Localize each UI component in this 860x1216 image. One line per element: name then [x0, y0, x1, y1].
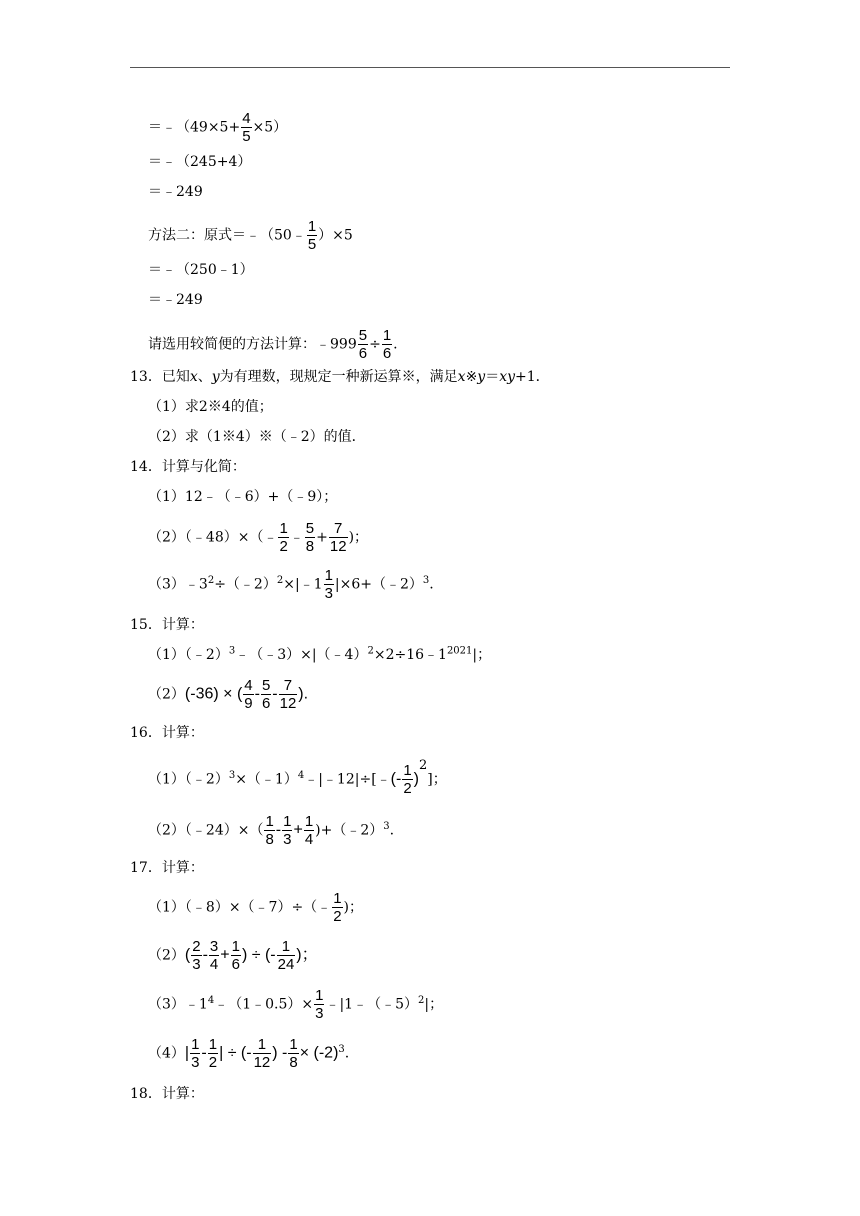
fraction: $\frac{1}{2}$ — [333, 890, 342, 925]
question-18-title: 18．计算： — [130, 1086, 204, 1102]
method2-intro: 方法二：原式＝﹣（50﹣ $\frac{1}{5}$ ）×5 — [148, 218, 353, 253]
q17-sub3: $(3)﹣1^4﹣(1﹣0.5)\times$ $\frac{1}{3}$ ﹣|1﹣（﹣5）$^2$|； — [148, 987, 444, 1022]
q15-sub1: $(1)(﹣2)^3﹣(﹣3)\times|(﹣4)^2\times 2\div 16﹣1^{2021}|$； — [148, 645, 492, 663]
fraction: $\frac{5}{6}$ — [261, 677, 271, 712]
fraction: $\frac{1}{2}$ — [403, 762, 412, 797]
fraction: $\frac{1}{2}$ — [279, 520, 288, 555]
fraction: $\frac{2}{3}$ — [192, 938, 201, 973]
q17-sub2: （2）( $\frac{2}{3}$ - $\frac{3}{4}$ + $\frac{1}{6}$ ) ÷ (- $\frac{1}{24}$ )； — [148, 938, 318, 973]
q13-sub1: （1）求2※4的值； — [148, 399, 273, 415]
method1-step2: ＝﹣（245+4） — [148, 154, 252, 170]
fraction: $\frac{7}{12}$ — [329, 520, 347, 555]
fraction: $\frac{1}{4}$ — [304, 813, 314, 848]
q14-sub2: （2）（﹣48）×（﹣ $\frac{1}{2}$ ﹣ $\frac{5}{8}$ + $\frac{7}{12}$ )； — [148, 520, 369, 555]
question-13: 13．已知x、y为有理数，现规定一种新运算※，满足x※y＝xy+1． — [130, 369, 550, 385]
method2-step3: ＝﹣249 — [148, 292, 203, 308]
fraction: $\frac{1}{8}$ — [265, 813, 274, 848]
fraction: $\frac{1}{8}$ — [289, 1036, 298, 1071]
method1-step1: ＝﹣（49×5+ $\frac{4}{5}$ ×5） — [148, 110, 288, 145]
fraction: $\frac{4}{9}$ — [244, 677, 253, 712]
question-14-title: 14．计算与化简： — [130, 459, 246, 475]
fraction: $\frac{5}{6}$ — [358, 327, 368, 362]
fraction: $\frac{1}{24}$ — [277, 938, 295, 973]
fraction: $\frac{1}{3}$ — [324, 567, 333, 602]
fraction: $\frac{5}{8}$ — [305, 520, 315, 555]
method1-step3: ＝﹣249 — [148, 184, 203, 200]
q14-sub1: （1）12﹣（﹣6）+（﹣9）； — [148, 489, 338, 505]
question-17-title: 17．计算： — [130, 860, 204, 876]
question-15-title: 15．计算： — [130, 617, 204, 633]
q17-sub4: （4）| $\frac{1}{3}$ - $\frac{1}{2}$ | ÷ (- $\frac{1}{12}$ ) - $\frac{1}{8}$ × $(-2)^3$. — [148, 1036, 350, 1071]
fraction: $\frac{3}{4}$ — [209, 938, 219, 973]
q15-sub2: （2）(-36) × ( $\frac{4}{9}$ - $\frac{5}{6}$ - $\frac{7}{12}$ ). — [148, 677, 309, 712]
fraction: $\frac{1}{3}$ — [283, 813, 292, 848]
q17-sub1: （1）（﹣8）×（﹣7）÷（﹣ $\frac{1}{2}$ )； — [148, 890, 363, 925]
fraction: $\frac{1}{5}$ — [307, 218, 317, 253]
exercise-line: 请选用较简便的方法计算：﹣999 $\frac{5}{6}$ ÷ $\frac{1}{6}$ . — [148, 327, 398, 362]
header-rule — [130, 67, 730, 68]
fraction: $\frac{1}{3}$ — [315, 987, 324, 1022]
fraction: $\frac{1}{3}$ — [191, 1036, 200, 1071]
fraction: $\frac{7}{12}$ — [279, 677, 297, 712]
fraction: $\frac{1}{6}$ — [382, 327, 392, 362]
fraction: $\frac{1}{6}$ — [231, 938, 240, 973]
question-16-title: 16．计算： — [130, 725, 204, 741]
fraction: $\frac{1}{2}$ — [208, 1036, 218, 1071]
q16-sub2: （2）（﹣24）×（ $\frac{1}{8}$ - $\frac{1}{3}$ + $\frac{1}{4}$ )+（﹣2）$^3$. — [148, 813, 395, 848]
q13-sub2: （2）求（1※4）※（﹣2）的值． — [148, 429, 366, 445]
q14-sub3: $(3)﹣3^2\div(﹣2)^2\times|﹣1$ $\frac{1}{3}$ |×6+（﹣2）$^3$. — [148, 567, 434, 602]
fraction: $\frac{4}{5}$ — [242, 110, 251, 145]
method2-step2: ＝﹣（250﹣1） — [148, 262, 254, 278]
fraction: $\frac{1}{12}$ — [253, 1036, 271, 1071]
q16-sub1: （1）（﹣2）$^3$×（﹣1）$^4$﹣|﹣12|÷[﹣(- $\frac{1}{2}$ )2]； — [148, 758, 447, 797]
